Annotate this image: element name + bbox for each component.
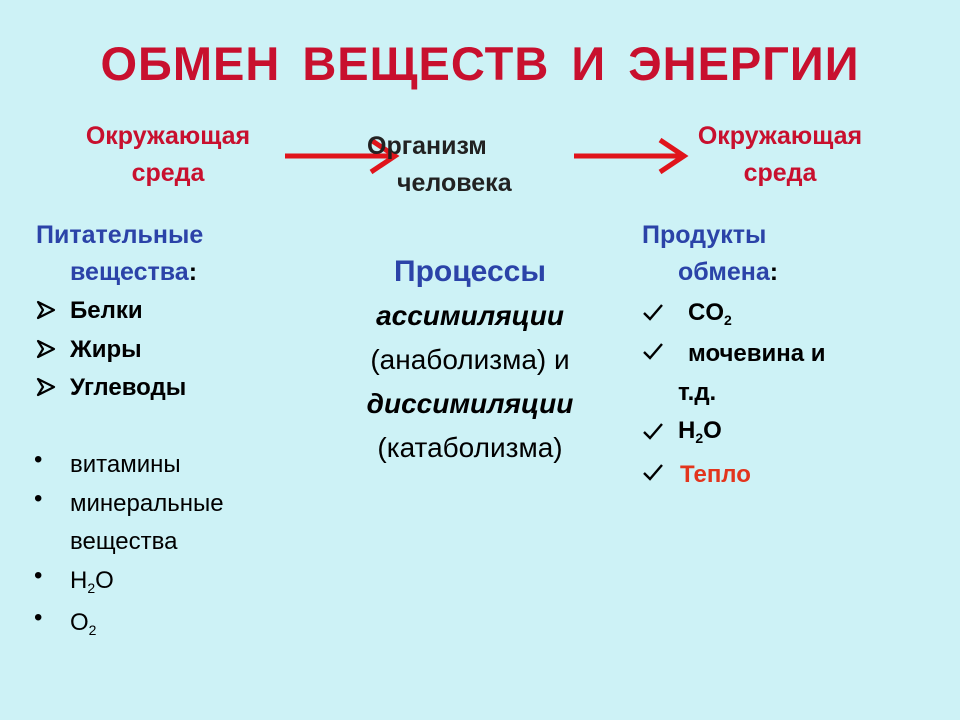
header-middle-line2: человека [397, 169, 512, 197]
co2-sub: 2 [724, 312, 732, 328]
water2-h: H [678, 417, 696, 444]
dot-bullet-icon: • [34, 446, 43, 473]
arrowhead-bullet-icon [36, 377, 58, 397]
water2-sub: 2 [695, 430, 704, 446]
assimilation: ассимиляции [376, 300, 564, 331]
dot-bullet-icon: • [34, 562, 43, 589]
dot-bullet-icon: • [34, 604, 43, 631]
header-middle-line1: Организм [367, 132, 487, 160]
list-item-proteins: Белки [70, 297, 143, 324]
checkmark-icon [642, 302, 664, 322]
header-left-line2: среда [131, 159, 205, 187]
list-item-fats: Жиры [70, 336, 142, 363]
list-item-minerals-line1: минеральные [70, 490, 224, 517]
oxygen-o: O [70, 609, 89, 636]
list-item-carbohydrates: Углеводы [70, 374, 187, 401]
co2-main: CO [688, 299, 724, 326]
list-item-water-product [678, 412, 722, 457]
nutrients-title-line1: Питательные [36, 221, 204, 249]
list-item-minerals-line2: вещества [70, 528, 178, 555]
nutrients-title-line2: вещества [70, 258, 189, 286]
list-item-vitamins: витамины [70, 451, 181, 478]
water-sub: 2 [87, 580, 96, 596]
water2-o: O [703, 417, 722, 444]
nutrients-title-colon: : [188, 258, 198, 286]
products-title-line2: обмена [678, 258, 770, 286]
nutrients-title-line2-wrap [36, 254, 203, 291]
list-item-heat: Тепло [680, 461, 751, 488]
arrowhead-bullet-icon [36, 339, 58, 359]
header-right-environment [660, 118, 900, 192]
list-item-co2 [688, 294, 732, 339]
list-item-urea-line1: мочевина и [688, 340, 826, 367]
nutrients-title [36, 217, 203, 291]
arrowhead-bullet-icon [36, 300, 58, 320]
list-item-urea-line2: т.д. [678, 379, 717, 406]
header-left-environment [48, 118, 288, 192]
catabolism: (катаболизма) [377, 432, 563, 463]
checkmark-icon [642, 421, 664, 441]
dissimilation: диссимиляции [366, 388, 574, 419]
products-title-line1: Продукты [642, 221, 767, 249]
checkmark-icon [642, 462, 664, 482]
processes-block [300, 250, 640, 470]
header-left-line1: Окружающая [85, 122, 251, 150]
products-title [642, 217, 778, 291]
processes-title: Процессы [394, 255, 546, 288]
dot-bullet-icon: • [34, 485, 43, 512]
list-item-oxygen [70, 604, 96, 649]
products-title-colon: : [769, 258, 779, 286]
checkmark-icon [642, 341, 664, 361]
anabolism: (анаболизма) и [370, 344, 570, 375]
slide-title: ОБМЕН ВЕЩЕСТВ И ЭНЕРГИИ [100, 37, 860, 90]
water-h: H [70, 567, 88, 594]
header-right-line1: Окружающая [697, 122, 863, 150]
header-middle-organism [355, 128, 555, 202]
list-item-water [70, 562, 114, 607]
products-title-line2-wrap [642, 254, 778, 291]
header-right-line2: среда [743, 159, 817, 187]
oxygen-sub: 2 [88, 622, 97, 638]
water-o: O [95, 567, 114, 594]
